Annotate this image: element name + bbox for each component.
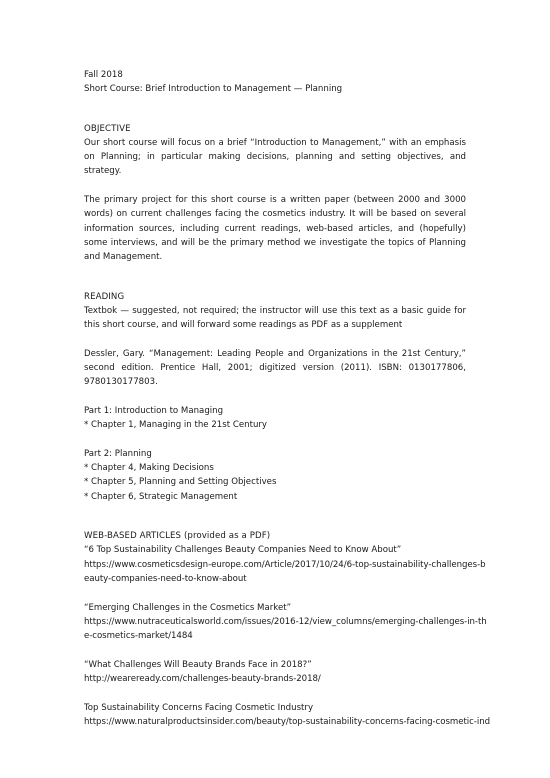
article-title: “What Challenges Will Beauty Brands Face in 2018?” bbox=[84, 659, 312, 670]
article-url: https://www.naturalproductsinsider.com/beauty/top-sustainability-concerns-facing-cosmetic-ind bbox=[84, 716, 490, 727]
article-url: https://www.cosmeticsdesign-europe.com/Article/2017/10/24/6-top-sustainability-challenges-b bbox=[84, 559, 486, 570]
part-2-chapter-item: * Chapter 4, Making Decisions bbox=[84, 463, 214, 474]
objective-heading: OBJECTIVE bbox=[84, 123, 131, 134]
part-1-chapter-item: * Chapter 1, Managing in the 21st Century bbox=[84, 420, 268, 431]
part-1-title: Part 1: Introduction to Managing bbox=[84, 405, 224, 416]
part-2-chapter-item: * Chapter 5, Planning and Setting Objectives bbox=[84, 477, 277, 488]
article-url-continued: e-cosmetics-market/1484 bbox=[84, 631, 193, 642]
part-2-title: Part 2: Planning bbox=[84, 448, 152, 459]
article-title: Top Sustainability Concerns Facing Cosmetic Industry bbox=[84, 702, 314, 713]
article-url: http://weareready.com/challenges-beauty-brands-2018/ bbox=[84, 673, 321, 684]
reading-intro: Textbok — suggested, not required; the instructor will use this text as a basic guide for this short course, and will forward some readings as PDF as a supplement bbox=[84, 305, 466, 331]
course-title: Short Course: Brief Introduction to Management — Planning bbox=[84, 84, 343, 95]
objective-paragraph-1: Our short course will focus on a brief “Introduction to Management,” with an emphasis on Planning; in particular making decisions, planning and setting objectives, and strategy. bbox=[84, 137, 466, 177]
objective-paragraph-2: The primary project for this short course is a written paper (between 2000 and 3000 words) on current challenges facing the cosmetics industry. It will be based on several information sources, including current readings, web-based articles, and (hopefully) some interviews, and will be the primary method we investigate the topics of Planning and Management. bbox=[84, 195, 466, 263]
article-url: https://www.nutraceuticalsworld.com/issues/2016-12/view_columns/emerging-challenges-in-th bbox=[84, 616, 487, 627]
article-title: “Emerging Challenges in the Cosmetics Market” bbox=[84, 602, 292, 613]
article-url-continued: eauty-companies-need-to-know-about bbox=[84, 573, 247, 584]
part-2-chapter-item: * Chapter 6, Strategic Management bbox=[84, 491, 238, 502]
textbook-citation: Dessler, Gary. “Management: Leading People and Organizations in the 21st Century,” second edition. Prentice Hall, 2001; digitized version (2011). ISBN: 0130177806, 9780130177803. bbox=[84, 348, 466, 388]
reading-heading: READING bbox=[84, 291, 125, 302]
articles-heading: WEB-BASED ARTICLES (provided as a PDF) bbox=[84, 531, 271, 542]
term-label: Fall 2018 bbox=[84, 70, 123, 80]
article-title: “6 Top Sustainability Challenges Beauty Companies Need to Know About” bbox=[84, 545, 402, 556]
